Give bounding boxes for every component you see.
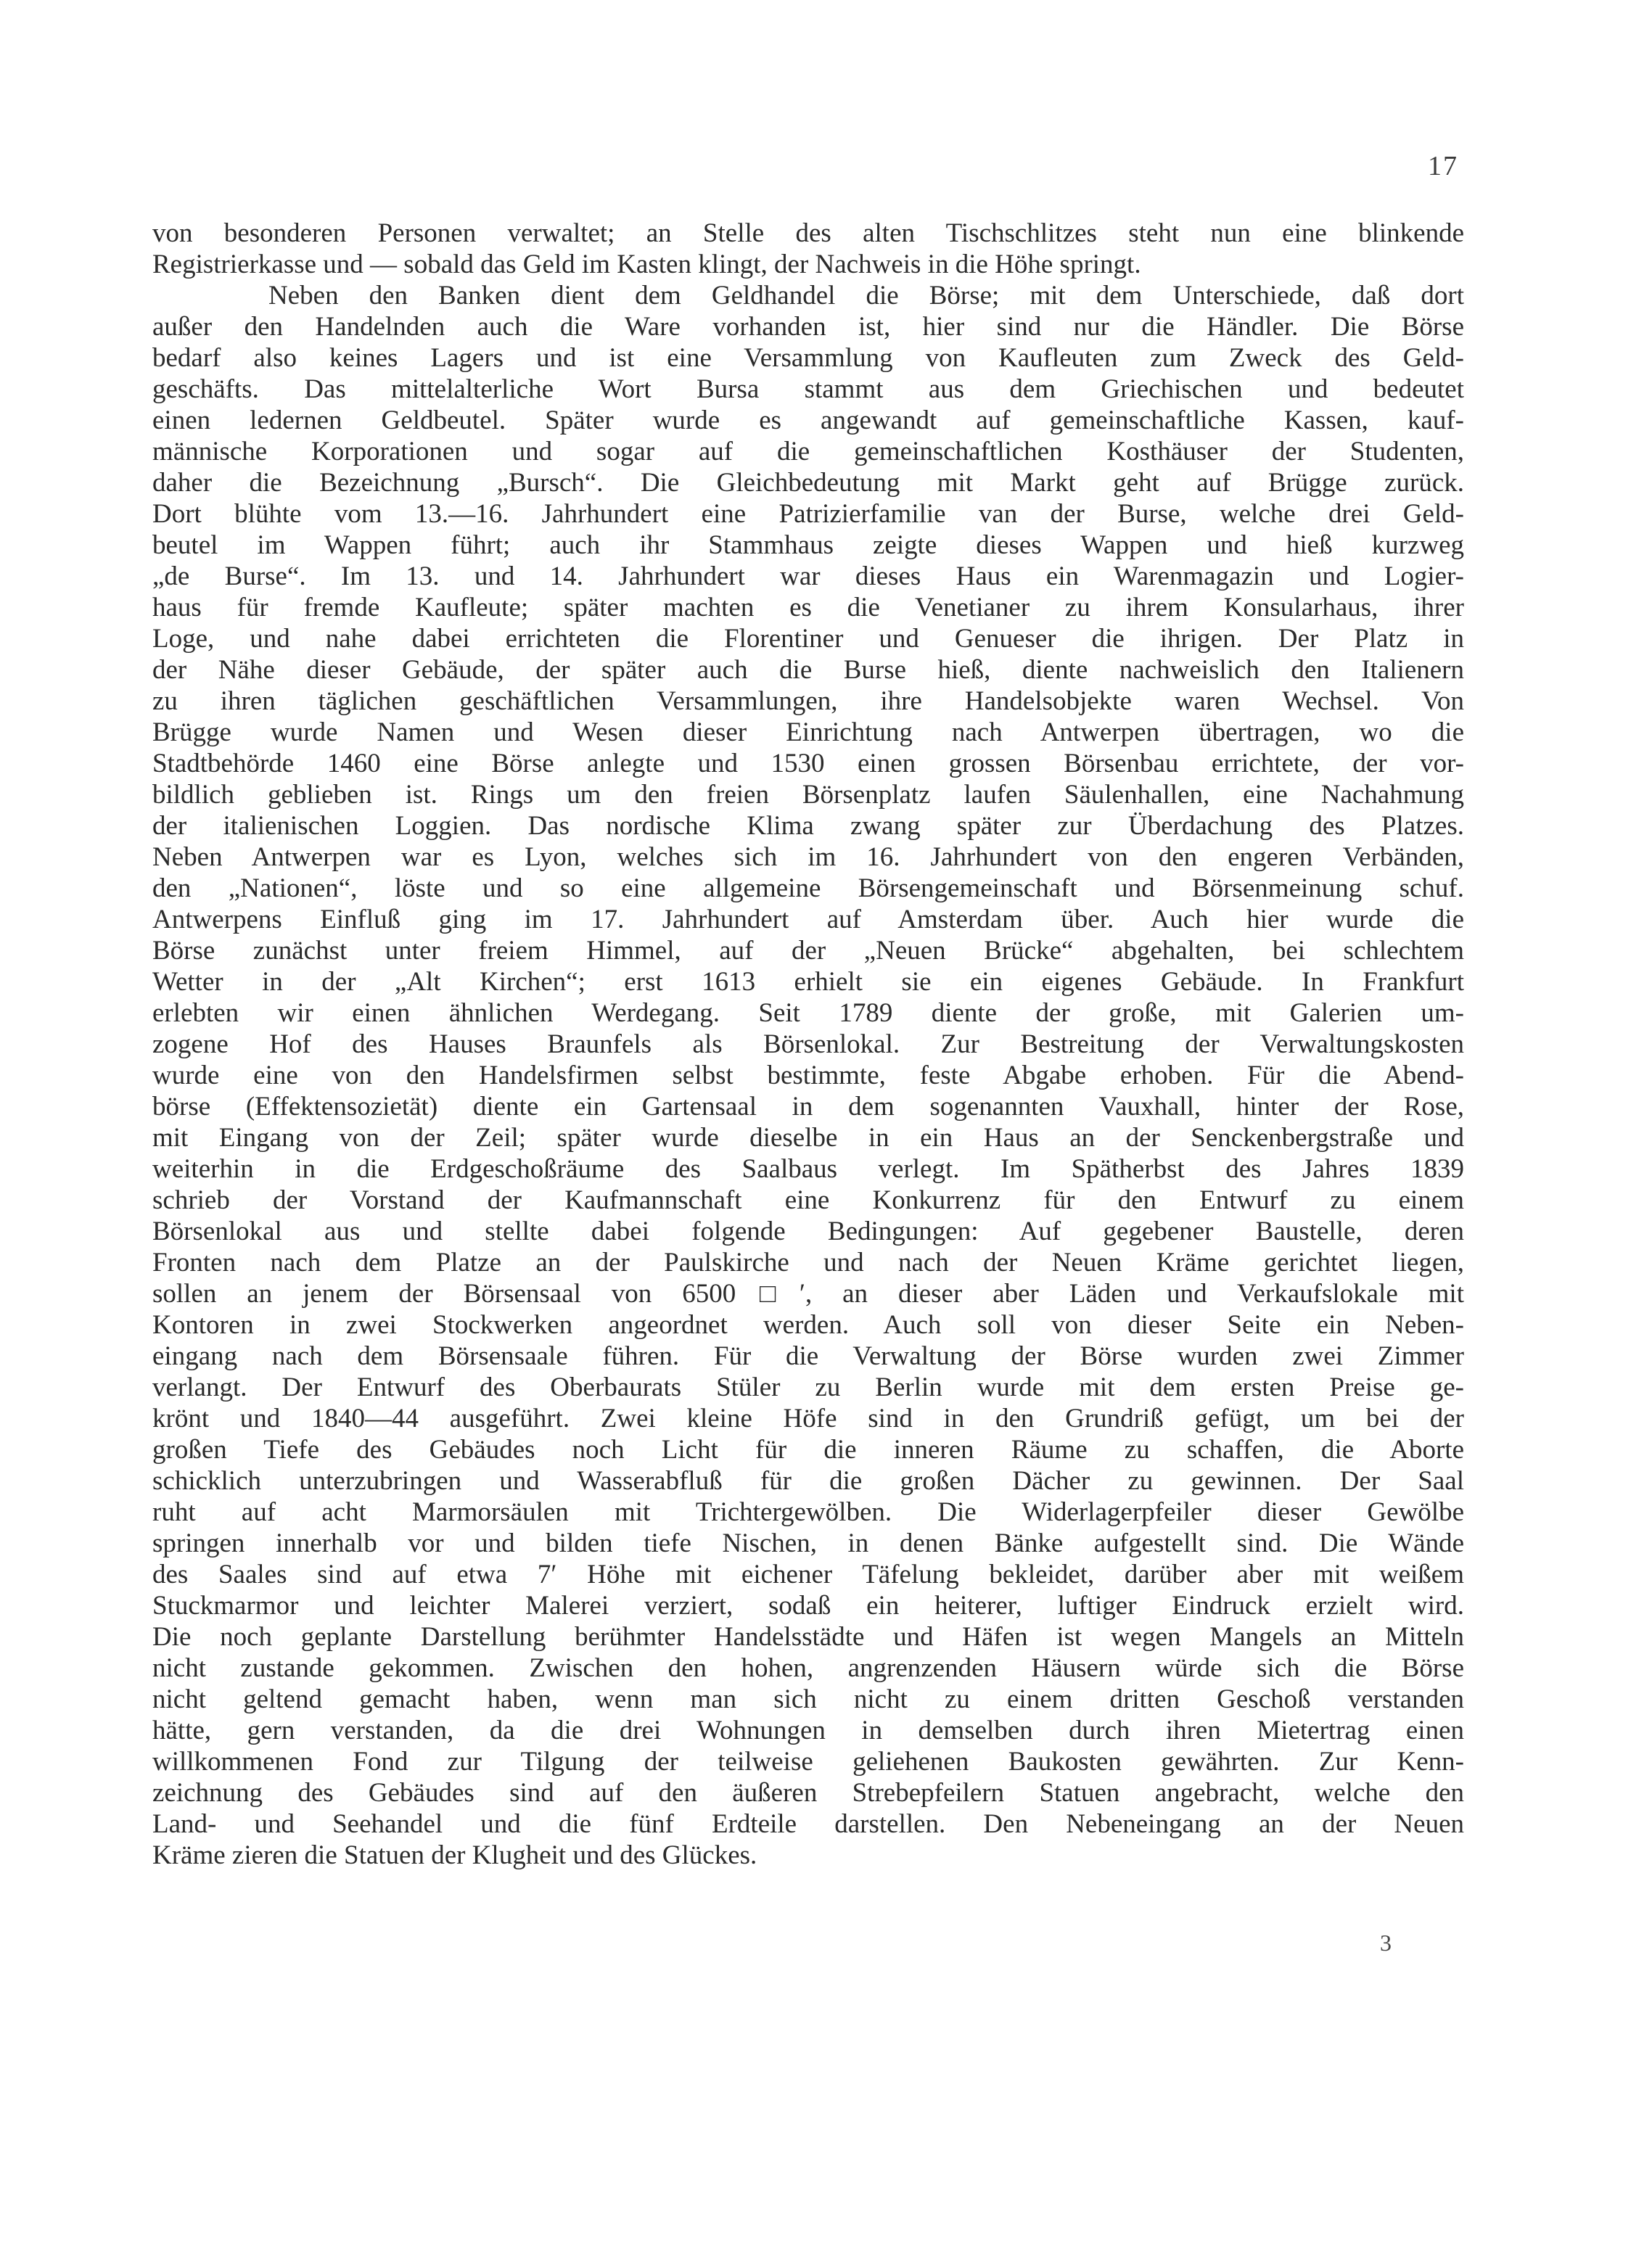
text-line: hätte, gern verstanden, da die drei Wohnungen in demselben durch ihren Mietertrag einen — [152, 1716, 1464, 1745]
signature-mark: 3 — [1380, 1930, 1392, 1956]
text-line: Loge, und nahe dabei errichteten die Florentiner und Genueser die ihrigen. Der Platz in — [152, 624, 1464, 654]
text-line: bedarf also keines Lagers und ist eine Versammlung von Kaufleuten zum Zweck des Geld- — [152, 343, 1464, 373]
text-line: Antwerpens Einfluß ging im 17. Jahrhundert auf Amsterdam über. Auch hier wurde die — [152, 905, 1464, 934]
text-line: daher die Bezeichnung „Bursch“. Die Gleichbedeutung mit Markt geht auf Brügge zurück. — [152, 468, 1464, 498]
text-line: mit Eingang von der Zeil; später wurde dieselbe in ein Haus an der Senckenbergstraße und — [152, 1123, 1464, 1153]
text-line: Neben den Banken dient dem Geldhandel die Börse; mit dem Unterschiede, daß dort — [268, 281, 1464, 310]
text-line: Dort blühte vom 13.—16. Jahrhundert eine Patrizierfamilie van der Burse, welche drei Geld- — [152, 499, 1464, 529]
text-line: Stadtbehörde 1460 eine Börse anlegte und 1530 einen grossen Börsenbau errichtete, der vor- — [152, 749, 1464, 778]
text-line: Börsenlokal aus und stellte dabei folgende Bedingungen: Auf gegebener Baustelle, deren — [152, 1217, 1464, 1246]
text-line: bildlich geblieben ist. Rings um den freien Börsenplatz laufen Säulenhallen, eine Nachahmung — [152, 780, 1464, 810]
text-line: Registrierkasse und — sobald das Geld im Kasten klingt, der Nachweis in die Höhe springt. — [152, 250, 1141, 279]
text-line: geschäfts. Das mittelalterliche Wort Bursa stammt aus dem Griechischen und bedeutet — [152, 374, 1464, 404]
text-line: einen ledernen Geldbeutel. Später wurde es angewandt auf gemeinschaftliche Kassen, kauf- — [152, 406, 1464, 435]
text-line: ruht auf acht Marmorsäulen mit Trichtergewölben. Die Widerlagerpfeiler dieser Gewölbe — [152, 1497, 1464, 1527]
text-line: den „Nationen“, löste und so eine allgemeine Börsengemeinschaft und Börsenmeinung schuf. — [152, 873, 1464, 903]
text-line: zogene Hof des Hauses Braunfels als Börsenlokal. Zur Bestreitung der Verwaltungskosten — [152, 1029, 1464, 1059]
text-line: wurde eine von den Handelsfirmen selbst bestimmte, feste Abgabe erhoben. Für die Abend- — [152, 1061, 1464, 1090]
text-line: männische Korporationen und sogar auf die gemeinschaftlichen Kosthäuser der Studenten, — [152, 437, 1464, 466]
body-text — [152, 218, 1464, 1871]
text-line: der italienischen Loggien. Das nordische Klima zwang später zur Überdachung des Platzes. — [152, 811, 1464, 841]
text-line: springen innerhalb vor und bilden tiefe Nischen, in denen Bänke aufgestellt sind. Die Wände — [152, 1528, 1464, 1558]
text-line: erlebten wir einen ähnlichen Werdegang. Seit 1789 diente der große, mit Galerien um- — [152, 998, 1464, 1028]
text-line: schicklich unterzubringen und Wasserabfluß für die großen Dächer zu gewinnen. Der Saal — [152, 1466, 1464, 1496]
text-line: willkommenen Fond zur Tilgung der teilweise geliehenen Baukosten gewährten. Zur Kenn- — [152, 1747, 1464, 1777]
text-line: Neben Antwerpen war es Lyon, welches sich im 16. Jahrhundert von den engeren Verbänden, — [152, 842, 1464, 872]
text-line: Land- und Seehandel und die fünf Erdteile darstellen. Den Nebeneingang an der Neuen — [152, 1809, 1464, 1839]
text-line: großen Tiefe des Gebäudes noch Licht für die inneren Räume zu schaffen, die Aborte — [152, 1435, 1464, 1465]
text-line: krönt und 1840—44 ausgeführt. Zwei kleine Höfe sind in den Grundriß gefügt, um bei der — [152, 1404, 1464, 1433]
text-line: von besonderen Personen verwaltet; an Stelle des alten Tischschlitzes steht nun eine blinkende — [152, 218, 1464, 248]
text-line: Kontoren in zwei Stockwerken angeordnet werden. Auch soll von dieser Seite ein Neben- — [152, 1310, 1464, 1340]
text-line: nicht geltend gemacht haben, wenn man sich nicht zu einem dritten Geschoß verstanden — [152, 1684, 1464, 1714]
text-line: Wetter in der „Alt Kirchen“; erst 1613 erhielt sie ein eigenes Gebäude. In Frankfurt — [152, 967, 1464, 997]
text-line: haus für fremde Kaufleute; später machten es die Venetianer zu ihrem Konsularhaus, ihrer — [152, 593, 1464, 622]
text-line: des Saales sind auf etwa 7′ Höhe mit eichener Täfelung bekleidet, darüber aber mit weißem — [152, 1560, 1464, 1589]
text-line: Die noch geplante Darstellung berühmter Handelsstädte und Häfen ist wegen Mangels an Mitteln — [152, 1622, 1464, 1652]
text-line: börse (Effektensozietät) diente ein Gartensaal in dem sogenannten Vauxhall, hinter der Rose, — [152, 1092, 1464, 1122]
text-line: weiterhin in die Erdgeschoßräume des Saalbaus verlegt. Im Spätherbst des Jahres 1839 — [152, 1154, 1464, 1184]
text-line: „de Burse“. Im 13. und 14. Jahrhundert war dieses Haus ein Warenmagazin und Logier- — [152, 561, 1464, 591]
text-line: beutel im Wappen führt; auch ihr Stammhaus zeigte dieses Wappen und hieß kurzweg — [152, 530, 1464, 560]
text-line: verlangt. Der Entwurf des Oberbaurats Stüler zu Berlin wurde mit dem ersten Preise ge- — [152, 1373, 1464, 1402]
text-line: Fronten nach dem Platze an der Paulskirche und nach der Neuen Kräme gerichtet liegen, — [152, 1248, 1464, 1277]
text-line: zu ihren täglichen geschäftlichen Versammlungen, ihre Handelsobjekte waren Wechsel. Von — [152, 686, 1464, 716]
text-line: Stuckmarmor und leichter Malerei verziert, sodaß ein heiterer, luftiger Eindruck erzielt wird. — [152, 1591, 1464, 1621]
text-line: nicht zustande gekommen. Zwischen den hohen, angrenzenden Häusern würde sich die Börse — [152, 1653, 1464, 1683]
text-line: Brügge wurde Namen und Wesen dieser Einrichtung nach Antwerpen übertragen, wo die — [152, 717, 1464, 747]
text-line: schrieb der Vorstand der Kaufmannschaft eine Konkurrenz für den Entwurf zu einem — [152, 1185, 1464, 1215]
page-number: 17 — [1428, 151, 1458, 181]
text-line: sollen an jenem der Börsensaal von 6500□′, an dieser aber Läden und Verkaufslokale mit — [152, 1279, 1464, 1309]
text-line: eingang nach dem Börsensaale führen. Für die Verwaltung der Börse wurden zwei Zimmer — [152, 1341, 1464, 1371]
text-line: außer den Handelnden auch die Ware vorhanden ist, hier sind nur die Händler. Die Börse — [152, 312, 1464, 342]
text-line: Kräme zieren die Statuen der Klugheit und des Glückes. — [152, 1840, 757, 1870]
text-line: der Nähe dieser Gebäude, der später auch die Burse hieß, diente nachweislich den Italienern — [152, 655, 1464, 685]
text-line: Börse zunächst unter freiem Himmel, auf der „Neuen Brücke“ abgehalten, bei schlechtem — [152, 936, 1464, 966]
text-line: zeichnung des Gebäudes sind auf den äußeren Strebepfeilern Statuen angebracht, welche den — [152, 1778, 1464, 1808]
